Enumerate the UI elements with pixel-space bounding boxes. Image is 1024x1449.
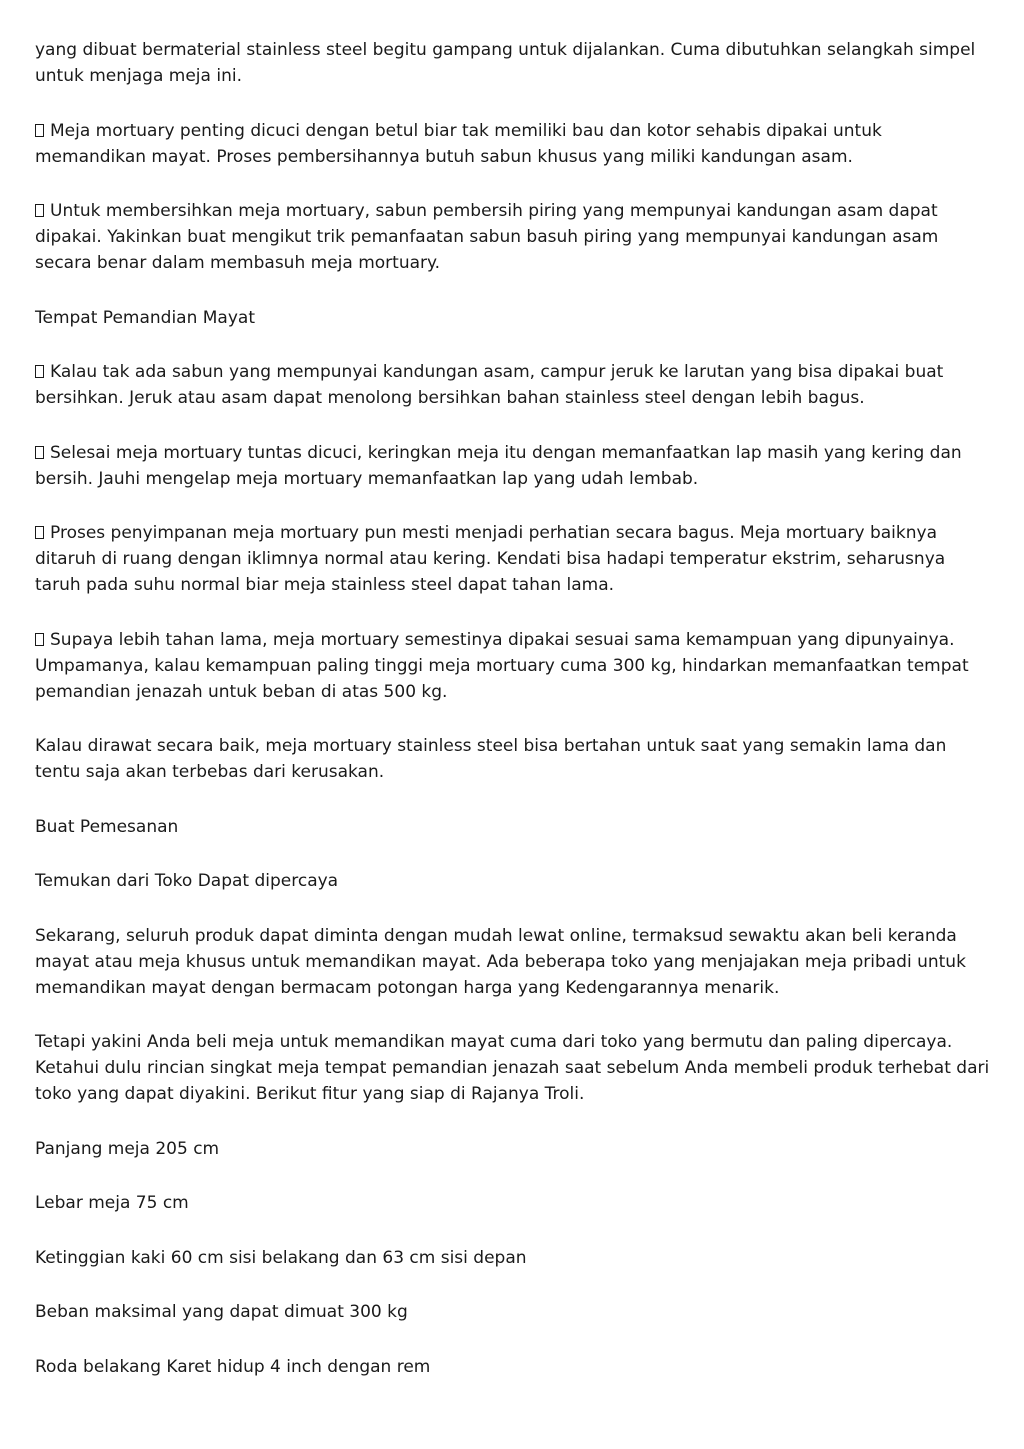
- spec-text: Roda belakang Karet hidup 4 inch dengan rem: [35, 1356, 431, 1377]
- bullet-box-icon: [35, 204, 44, 217]
- section-heading: [35, 868, 990, 894]
- spec-item: [35, 1245, 990, 1271]
- spec-text: Lebar meja 75 cm: [35, 1193, 189, 1213]
- paragraph-text: Meja mortuary penting dicuci dengan betul biar tak memiliki bau dan kotor sehabis dipakai untuk memandikan mayat. Proses pembersihannya butuh sabun khusus yang miliki kandungan asam.: [35, 120, 882, 167]
- paragraph-text: Proses penyimpanan meja mortuary pun mesti menjadi perhatian secara bagus. Meja mortuary baiknya ditaruh di ruang dengan iklimnya normal atau kering. Kendati bisa hadapi temperatur ekstrim, seharusnya taruh pada suhu normal biar meja stainless steel dapat tahan lama.: [35, 523, 946, 595]
- bullet-box-icon: [35, 526, 44, 539]
- spec-item: [35, 1354, 990, 1380]
- paragraph-text: Kalau dirawat secara baik, meja mortuary stainless steel bisa bertahan untuk saat yang semakin lama dan tentu saja akan terbebas dari kerusakan.: [35, 736, 947, 782]
- spec-item: [35, 1190, 990, 1216]
- spec-item: [35, 1299, 990, 1325]
- paragraph-text: Kalau tak ada sabun yang mempunyai kandungan asam, campur jeruk ke larutan yang bisa dipakai buat bersihkan. Jeruk atau asam dapat menolong bersihkan bahan stainless steel dengan lebih bagus.: [35, 362, 944, 408]
- paragraph-text: Selesai meja mortuary tuntas dicuci, keringkan meja itu dengan memanfaatkan lap masih yang kering dan bersih. Jauhi mengelap meja mortuary memanfaatkan lap yang udah lembab.: [35, 442, 962, 489]
- paragraph-text: Supaya lebih tahan lama, meja mortuary semestinya dipakai sesuai sama kemampuan yang dipunyainya. Umpamanya, kalau kemampuan paling tinggi meja mortuary cuma 300 kg, hindarkan memanfaatkan tempat pemandian jenazah untuk beban di atas 500 kg.: [35, 629, 969, 702]
- bullet-paragraph: [35, 198, 990, 276]
- spec-text: Beban maksimal yang dapat dimuat 300 kg: [35, 1302, 408, 1322]
- bullet-paragraph: [35, 520, 990, 598]
- bullet-box-icon: [35, 446, 44, 459]
- spec-text: Panjang meja 205 cm: [35, 1138, 220, 1159]
- paragraph-text: Untuk membersihkan meja mortuary, sabun pembersih piring yang mempunyai kandungan asam dapat dipakai. Yakinkan buat mengikut trik pemanfaatan sabun basuh piring yang mempunyai kandungan asam secara benar dalam membasuh meja mortuary.: [35, 201, 939, 273]
- paragraph-text: Tetapi yakini Anda beli meja untuk memandikan mayat cuma dari toko yang bermutu dan paling dipercaya. Ketahui dulu rincian singkat meja tempat pemandian jenazah saat sebelum Anda membeli produk terhebat dari toko yang dapat diyakini. Berikut fitur yang siap di Rajanya Troli.: [35, 1032, 990, 1104]
- spec-text: Ketinggian kaki 60 cm sisi belakang dan 63 cm sisi depan: [35, 1247, 527, 1268]
- paragraph-text: Sekarang, seluruh produk dapat diminta dengan mudah lewat online, termaksud sewaktu akan beli keranda mayat atau meja khusus untuk memandikan mayat. Ada beberapa toko yang menjajakan meja pribadi untuk memandikan mayat dengan bermacam potongan harga yang Kedengarannya menarik.: [35, 925, 966, 998]
- document-page: [35, 37, 990, 1408]
- section-heading: [35, 814, 990, 840]
- paragraph-text: yang dibuat bermaterial stainless steel begitu gampang untuk dijalankan. Cuma dibutuhkan selangkah simpel untuk menjaga meja ini.: [35, 40, 976, 86]
- heading-text: Temukan dari Toko Dapat dipercaya: [35, 871, 339, 891]
- spec-item: [35, 1136, 990, 1162]
- bullet-box-icon: [35, 633, 44, 646]
- bullet-paragraph: [35, 118, 990, 170]
- paragraph: [35, 1029, 990, 1107]
- bullet-box-icon: [35, 124, 44, 137]
- paragraph: [35, 733, 990, 785]
- bullet-paragraph: [35, 359, 990, 411]
- section-heading: [35, 305, 990, 331]
- bullet-paragraph: [35, 627, 990, 705]
- heading-text: Tempat Pemandian Mayat: [35, 307, 255, 328]
- paragraph: [35, 37, 990, 89]
- paragraph: [35, 923, 990, 1001]
- heading-text: Buat Pemesanan: [35, 816, 179, 837]
- bullet-paragraph: [35, 440, 990, 492]
- bullet-box-icon: [35, 365, 44, 378]
